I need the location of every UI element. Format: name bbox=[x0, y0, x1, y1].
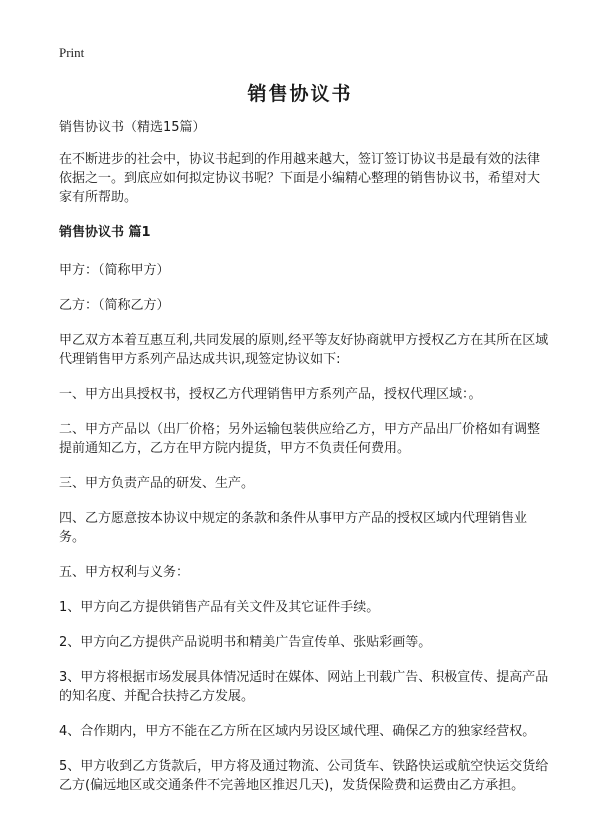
clause-5-heading: 五、甲方权利与义务： bbox=[59, 565, 190, 580]
intro-paragraph: 在不断进步的社会中，协议书起到的作用越来越大，签订签订协议书是最有效的法律依据之一。到底应如何拟定协议书呢？下面是小编精心整理的销售协议书，希望对大家有所帮助。 bbox=[59, 152, 541, 205]
section-heading: 销售协议书 篇1 bbox=[59, 225, 151, 240]
clause-3: 三、甲方负责产品的研发、生产。 bbox=[59, 476, 255, 491]
clause-1: 一、甲方出具授权书，授权乙方代理销售甲方系列产品，授权代理区域：。 bbox=[59, 387, 482, 402]
clause-5-item-5: 5、甲方收到乙方货款后，甲方将及通过物流、公司货车、铁路快运或航空快运交货给乙方(偏远地区或交通条件不完善地区推迟几天)，发货保险费和运费由乙方承担。 bbox=[59, 759, 549, 793]
clause-5-item-4: 4、合作期内，甲方不能在乙方所在区域内另设区域代理、确保乙方的独家经营权。 bbox=[59, 724, 536, 739]
agreement-preamble: 甲乙双方本着互惠互利,共同发展的原则,经平等友好协商就甲方授权乙方在其所在区域代理销售甲方系列产品达成共识,现签定协议如下: bbox=[59, 333, 549, 367]
clause-4: 四、乙方愿意按本协议中规定的条款和条件从事甲方产品的授权区域内代理销售业务。 bbox=[59, 511, 528, 545]
clause-5-item-1: 1、甲方向乙方提供销售产品有关文件及其它证件手续。 bbox=[59, 600, 380, 615]
document-title: 销售协议书 bbox=[247, 83, 353, 105]
clause-5-item-2: 2、甲方向乙方提供产品说明书和精美广告宣传单、张贴彩画等。 bbox=[59, 635, 432, 650]
document-subtitle: 销售协议书（精选15篇） bbox=[59, 120, 206, 135]
party-a-line: 甲方：（简称甲方） bbox=[59, 263, 170, 278]
document-body bbox=[59, 118, 549, 811]
clause-2: 二、甲方产品以（出厂价格；另外运输包装供应给乙方，甲方产品出厂价格如有调整提前通知乙方，乙方在甲方院内提货，甲方不负责任何费用。 bbox=[59, 422, 541, 456]
clause-5-item-3: 3、甲方将根据市场发展具体情况适时在媒体、网站上刊载广告、积极宣传、提高产品的知名度、并配合扶持乙方发展。 bbox=[59, 670, 549, 704]
party-b-line: 乙方：（简称乙方） bbox=[59, 298, 170, 313]
print-link[interactable]: Print bbox=[59, 45, 85, 60]
